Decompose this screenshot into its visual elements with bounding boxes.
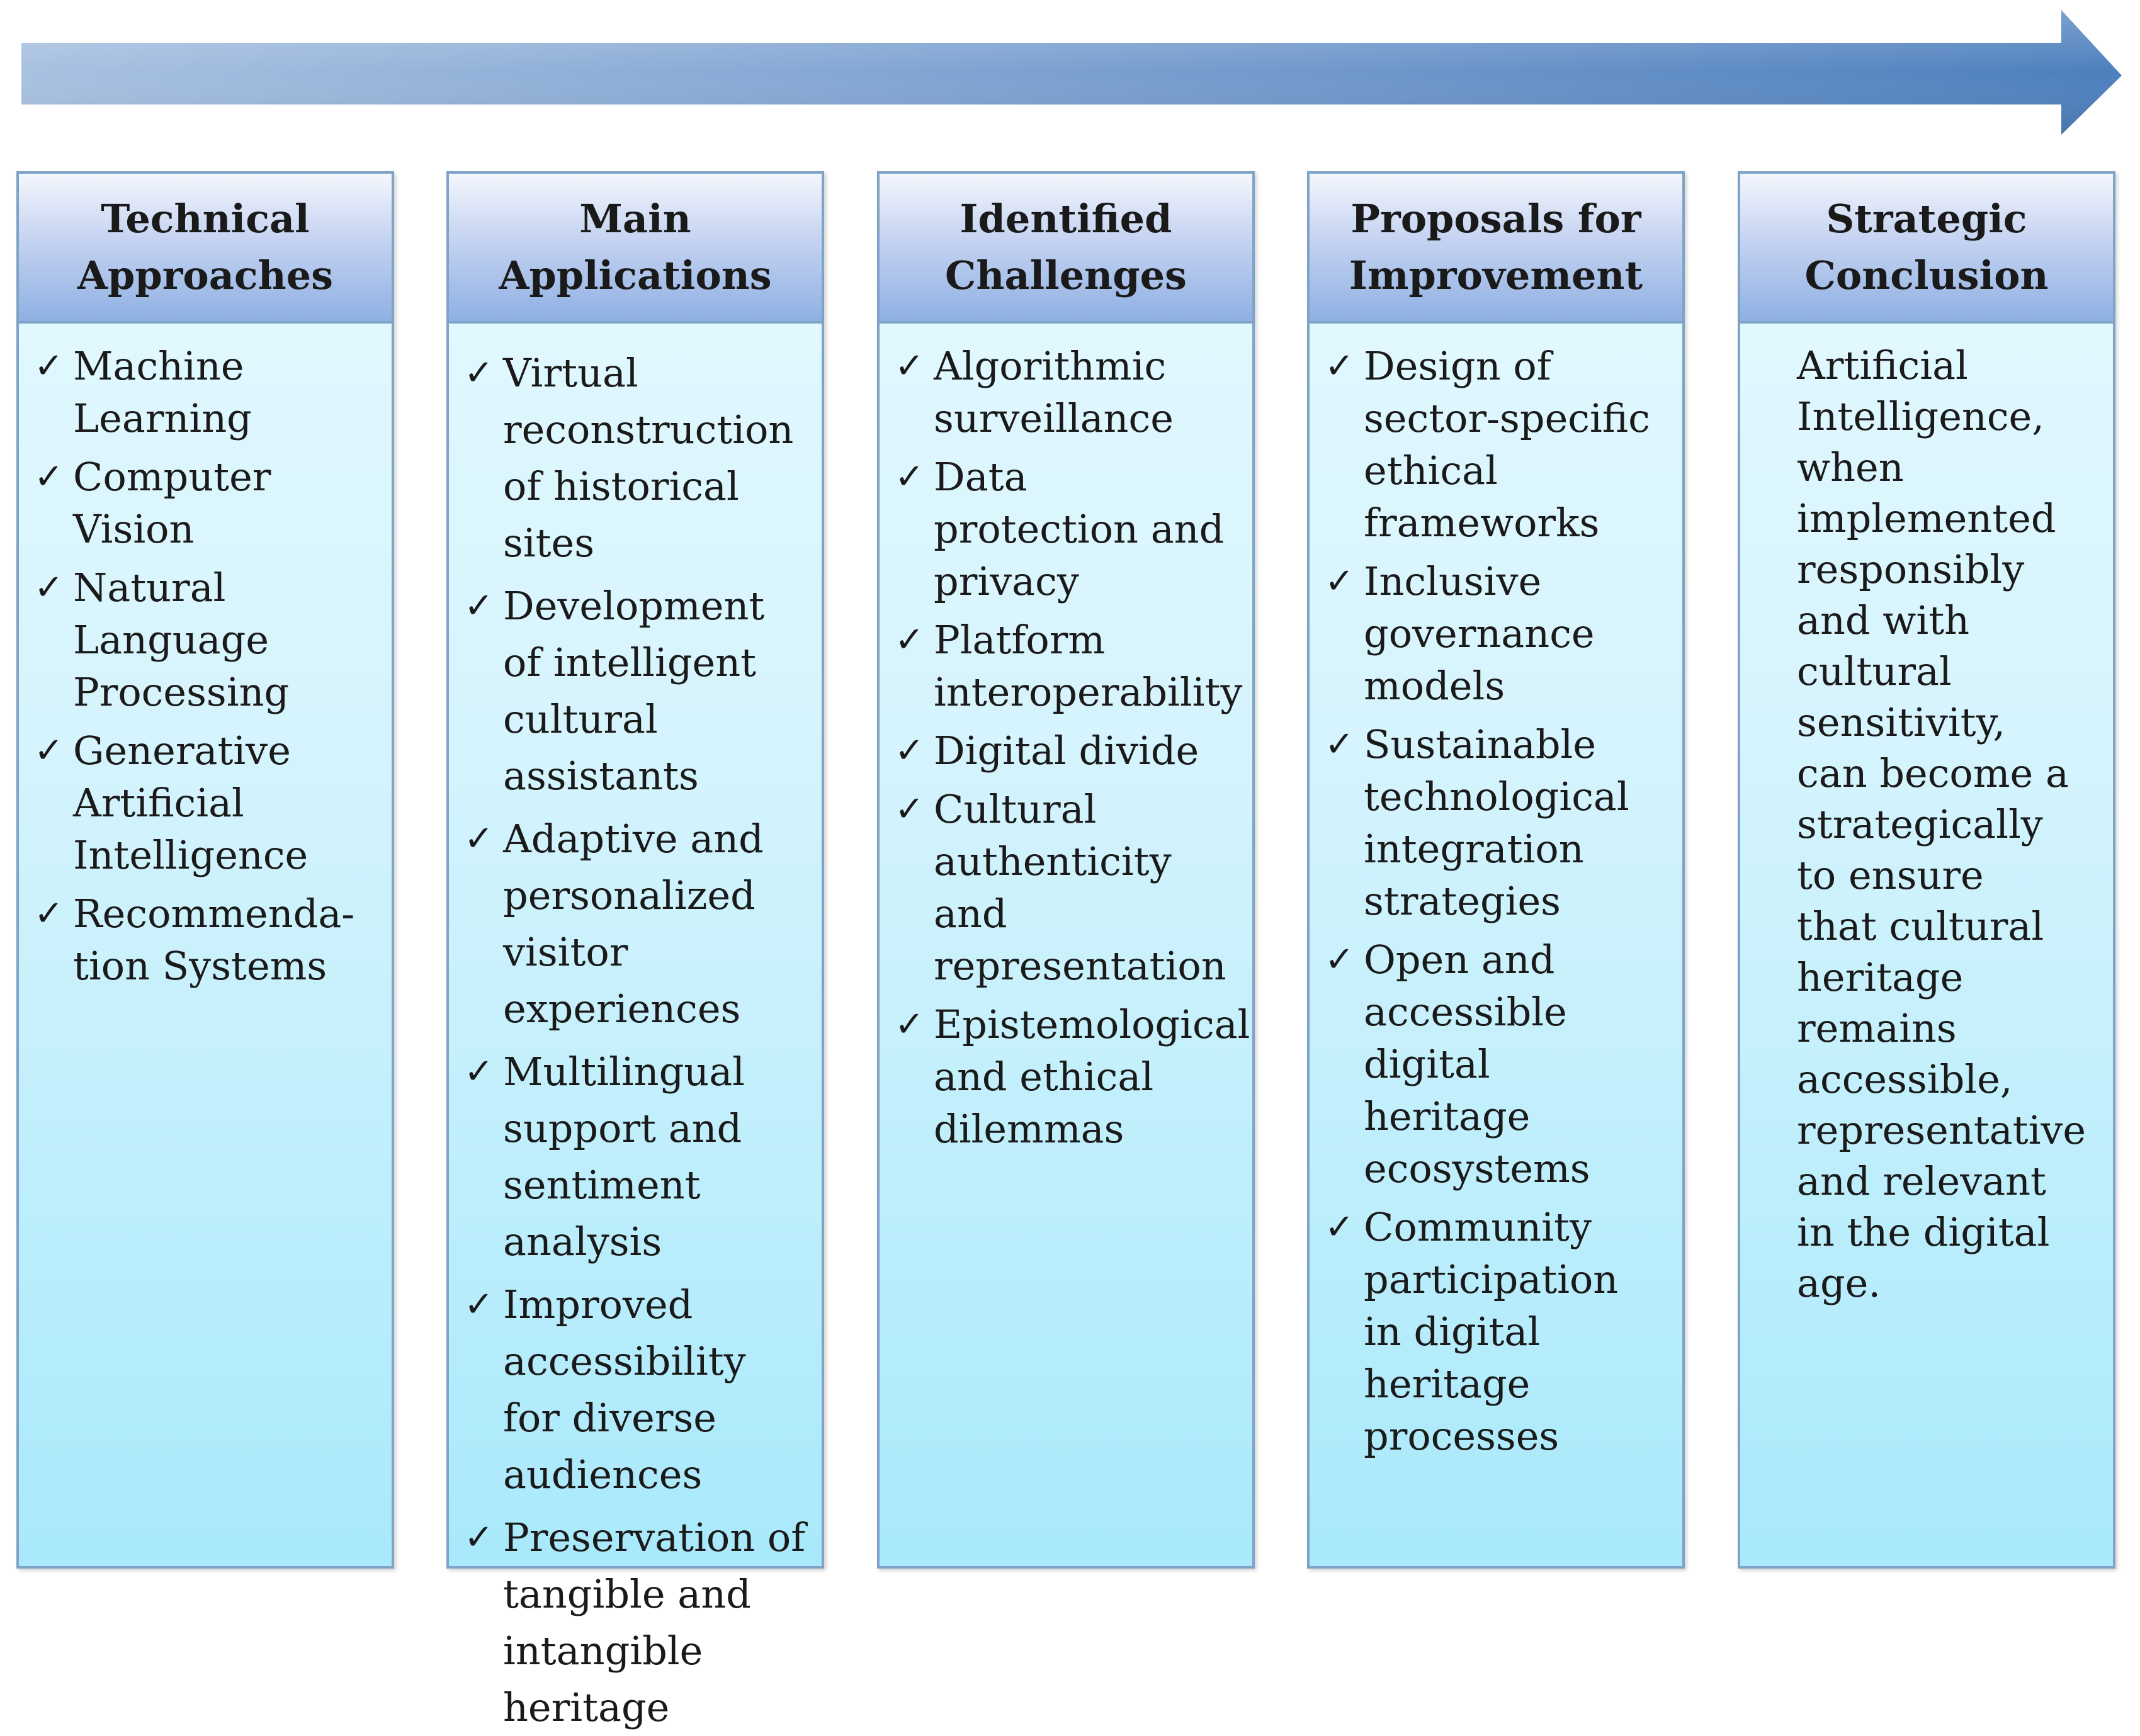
stage-columns [16,171,2119,1730]
list-item: ✓ Multilingual support and sentiment analysis [464,1044,807,1270]
column-main-applications [446,171,824,1730]
check-icon: ✓ [464,585,494,626]
column-title: Technical Approaches [77,196,334,298]
column-title: Proposals for Improvement [1349,196,1643,298]
check-icon: ✓ [1325,724,1354,765]
conclusion-text: Artificial Intelligence, when implemented responsibly and with cultural sensitivity, can become a strategically to ensure that cultural heritage remains accessible, representative and relevant in the digital age. [1797,342,2086,1306]
list-item: ✓ Machine Learning [34,340,376,444]
check-icon: ✓ [1325,561,1354,602]
column-body [1740,324,2113,1309]
column-technical-approaches [16,171,394,1569]
column-identified-challenges [877,171,1255,1569]
column-title: Identified Challenges [945,196,1187,298]
check-icon: ✓ [895,619,924,660]
column-header [1740,174,2113,324]
item-list [34,340,376,992]
column-header [1310,174,1682,324]
check-icon: ✓ [34,456,64,497]
check-icon: ✓ [1325,346,1354,386]
column-body [1310,324,1682,1462]
check-icon: ✓ [464,352,494,393]
list-item: ✓ Generative Artificial Intelligence [34,724,376,881]
check-icon: ✓ [34,893,64,934]
column-header [880,174,1252,324]
check-icon: ✓ [1325,1207,1354,1248]
list-item: ✓ Sustainable technological integration strategies [1325,718,1667,927]
list-item: ✓ Algorithmic surveillance [895,340,1237,444]
list-item: ✓ Platform interoperability [895,614,1237,718]
check-icon: ✓ [895,456,924,497]
list-item: ✓ Open and accessible digital heritage ecosystems [1325,933,1667,1195]
column-proposals-for-improvement [1307,171,1685,1569]
check-icon: ✓ [895,730,924,771]
check-icon: ✓ [1325,939,1354,980]
list-item: ✓ Inclusive governance models [1325,555,1667,712]
column-body [449,324,822,1736]
column-title: Strategic Conclusion [1804,196,2049,298]
list-item: ✓ Computer Vision [34,451,376,555]
list-item: ✓ Adaptive and personalized visitor experiences [464,811,807,1037]
check-icon: ✓ [34,730,64,771]
check-icon: ✓ [895,1004,924,1045]
list-item: ✓ Recommenda-tion Systems [34,888,376,992]
list-item: ✓ Cultural authenticity and representation [895,783,1237,992]
column-header [449,174,822,324]
item-list [464,345,807,1736]
list-item: ✓ Data protection and privacy [895,451,1237,607]
column-body [880,324,1252,1155]
list-item: ✓ Preservation of tangible and intangible heritage [464,1509,807,1736]
list-item: ✓ Digital divide [895,724,1237,777]
check-icon: ✓ [464,818,494,859]
check-icon: ✓ [34,567,64,608]
timeline-arrow [21,10,2122,142]
item-list [895,340,1250,1155]
list-item: ✓ Community participation in digital heritage processes [1325,1201,1667,1462]
check-icon: ✓ [895,789,924,830]
column-header [19,174,392,324]
check-icon: ✓ [895,346,924,386]
list-item: ✓ Natural Language Processing [34,561,376,718]
column-body [19,324,392,992]
list-item: ✓ Development of intelligent cultural assistants [464,578,807,804]
check-icon: ✓ [464,1051,494,1092]
list-item: ✓ Virtual reconstruction of historical sites [464,345,807,572]
column-title: Main Applications [499,196,772,298]
check-icon: ✓ [34,346,64,386]
list-item: ✓ Design of sector-specific ethical frameworks [1325,340,1667,549]
item-list [1325,340,1667,1462]
check-icon: ✓ [464,1517,494,1558]
check-icon: ✓ [464,1284,494,1325]
list-item: ✓ Epistemological and ethical dilemmas [895,998,1237,1155]
list-item: ✓ Improved accessibility for diverse audiences [464,1277,807,1503]
column-strategic-conclusion [1738,171,2115,1569]
